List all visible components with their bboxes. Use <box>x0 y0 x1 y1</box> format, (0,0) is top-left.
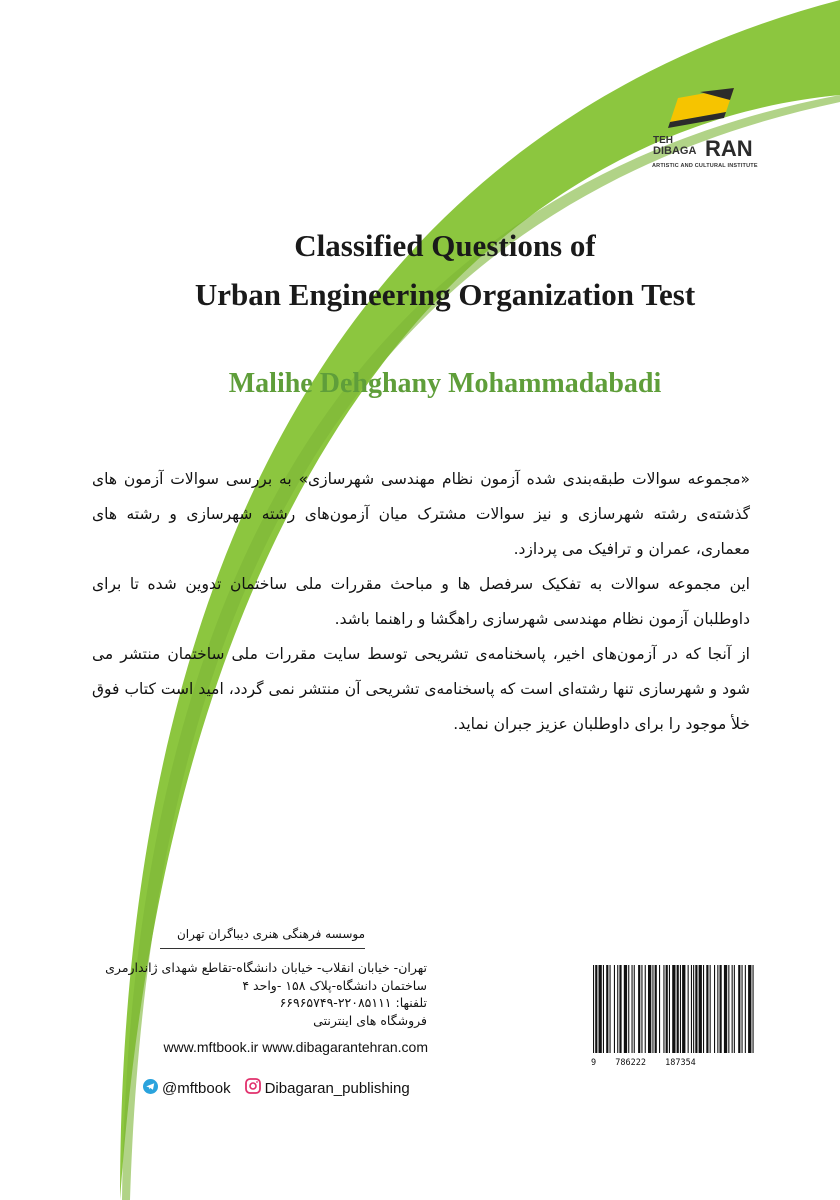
barcode-bar <box>753 965 754 1053</box>
publisher-divider <box>160 948 365 949</box>
barcode-bar <box>606 965 608 1053</box>
barcode-bar <box>610 965 611 1053</box>
barcode-bar <box>680 965 681 1053</box>
address-line2: ساختمان دانشگاه-پلاک ۱۵۸ -واحد ۴ <box>242 977 427 993</box>
barcode-bar <box>706 965 708 1053</box>
barcode-bar <box>724 965 727 1053</box>
barcode-bar <box>599 965 602 1053</box>
barcode-bar <box>688 965 689 1053</box>
barcode-digits-right: 187354 <box>665 1058 696 1068</box>
telegram-handle[interactable]: @mftbook <box>162 1079 231 1097</box>
barcode-bar <box>728 965 729 1053</box>
book-title-line2: Urban Engineering Organization Test <box>194 277 696 312</box>
paragraph-1: «مجموعه سوالات طبقه‌بندی شده آزمون نظام مهندسی شهرسازی» به بررسی سوالات آزمون های گذشته‌ی رشته شهرسازی و نیز سوالات مشترک میان آزمون‌های رشته شهرسازی و رشته های معماری، عمران و ترافیک می پردازد. <box>92 470 750 558</box>
phone-numbers: تلفنها: ۲۲۰۸۵۱۱۱-۶۶۹۶۵۷۴۹ <box>279 995 427 1010</box>
address-line1: تهران- خیابان انقلاب- خیابان دانشگاه-تقاطع شهدای ژاندارمری <box>105 960 427 975</box>
barcode-bar <box>614 965 615 1053</box>
barcode-bar <box>595 965 597 1053</box>
barcode-bar <box>717 965 718 1053</box>
barcode-bar <box>734 965 735 1053</box>
barcode-bar <box>699 965 702 1053</box>
barcode-bar <box>632 965 633 1053</box>
barcode-bar <box>666 965 668 1053</box>
barcode-bar <box>617 965 618 1053</box>
barcode-bar <box>655 965 657 1053</box>
barcode-bar <box>732 965 733 1053</box>
paragraph-3: از آنجا که در آزمون‌های اخیر، پاسخنامه‌ی تشریحی توسط سایت مقررات ملی ساختمان منتشر می شود و شهرسازی تنها رشته‌ای است که پاسخنامه‌ی تشریحی آن منتشر نمی گردد، امید است کتاب فوق خلأ موجود را برای داوطلبان عزیز جبران نماید. <box>92 645 750 733</box>
barcode-digit-lead: 9 <box>591 1058 597 1068</box>
barcode-bar <box>669 965 670 1053</box>
author-name: Malihe Dehghany Mohammadabadi <box>228 368 662 399</box>
barcode-image <box>591 965 756 1057</box>
online-stores: فروشگاه های اینترنتی <box>313 1012 427 1028</box>
barcode-bar <box>652 965 653 1053</box>
barcode-bar <box>659 965 660 1053</box>
logo-subtitle: ARTISTIC AND CULTURAL INSTITUTE <box>652 163 758 169</box>
logo-text <box>653 136 696 156</box>
barcode-bar <box>603 965 604 1053</box>
logo-big-text: RAN <box>705 136 753 161</box>
barcode-bar <box>634 965 635 1053</box>
logo-line2: DIBAGA <box>653 145 697 157</box>
paragraph-2: این مجموعه سوالات به تفکیک سرفصل ها و مباحث مقررات ملی ساختمان تدوین شده تا برای داوطلبان آزمون نظام مهندسی شهرسازی راهگشا و راهنما باشد. <box>92 575 750 628</box>
barcode-bar <box>682 965 685 1053</box>
telegram-icon <box>143 1079 158 1098</box>
logo-line1: TEH <box>653 135 673 146</box>
barcode-bar <box>710 965 711 1053</box>
instagram-icon <box>245 1078 261 1098</box>
barcode-bar <box>742 965 743 1053</box>
barcode-bar <box>714 965 715 1053</box>
barcode-bar <box>748 965 751 1053</box>
barcode-bar <box>695 965 697 1053</box>
barcode-bar <box>693 965 694 1053</box>
barcode-bar <box>745 965 746 1053</box>
publisher-address <box>100 959 427 1029</box>
barcode-bar <box>638 965 640 1053</box>
barcode-bar <box>619 965 621 1053</box>
barcode-bar <box>691 965 692 1053</box>
barcode-bar <box>720 965 722 1053</box>
barcode-bar <box>628 965 629 1053</box>
barcode-bar <box>645 965 646 1053</box>
social-links <box>143 1078 410 1098</box>
barcode-bar <box>703 965 704 1053</box>
barcode-bar <box>672 965 675 1053</box>
barcode-bar <box>738 965 740 1053</box>
publisher-name: موسسه فرهنگی هنری دیباگران تهران <box>176 927 365 941</box>
barcode-digits-left: 786222 <box>615 1058 646 1068</box>
barcode-bar <box>624 965 627 1053</box>
barcode-digits <box>591 1058 761 1068</box>
barcode-bar <box>641 965 642 1053</box>
barcode-bar <box>663 965 664 1053</box>
website-links[interactable]: www.mftbook.ir www.dibagarantehran.com <box>163 1039 428 1055</box>
barcode-bar <box>648 965 651 1053</box>
description-text <box>92 462 750 742</box>
book-title-line1: Classified Questions of <box>294 228 596 263</box>
instagram-handle[interactable]: Dibagaran_publishing <box>264 1079 410 1097</box>
barcode-bar <box>593 965 594 1053</box>
barcode-bar <box>677 965 679 1053</box>
